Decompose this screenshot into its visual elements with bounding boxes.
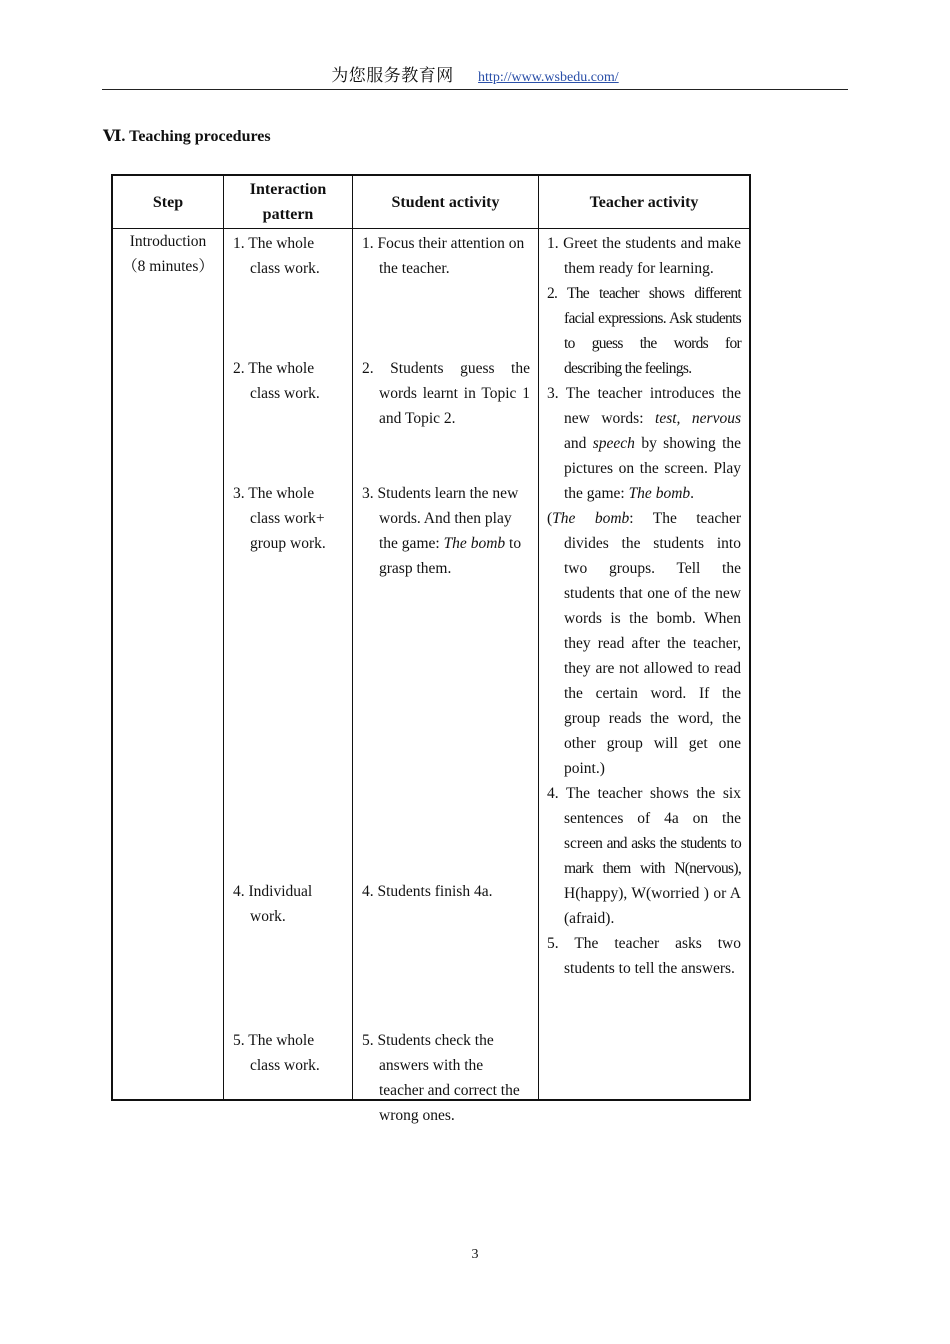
table-row <box>112 229 750 1101</box>
teacher-item: 1. Greet the students and make them ready for learning. 2. The teacher shows different facial expressions. Ask students to guess the words for describing the feelings. 3. The teacher introduces the new words: test, nervous and speech by showing the pictures on the screen. Play the game: The bomb. (The bomb: The teacher divides the students into two groups. Tell the students that one of the new words is the bomb. When they read after the teacher, they are not allowed to read the certain word. If the group reads the word, the other group will get one point.) 4. The teacher shows the six sentences of 4a on the screen and asks the students to mark them with N(nervous), H(happy), W(worried ) or A (afraid). 5. The teacher asks two students to tell the answers. <box>547 235 742 977</box>
site-name: 为您服务教育网 <box>331 66 454 86</box>
table-header-row <box>112 175 750 229</box>
page-number: 3 <box>471 1247 479 1262</box>
interaction-pattern-cell <box>224 229 353 1101</box>
student-item: 1. Focus their attention on the teacher. <box>362 235 525 277</box>
interaction-item: 1. The whole class work. <box>233 235 320 277</box>
teacher-activity-cell <box>539 229 751 1101</box>
site-url-link[interactable]: http://www.wsbedu.com/ <box>478 70 619 85</box>
game-name: The bomb <box>443 535 506 552</box>
student-item: 5. Students check the answers with the teacher and correct the wrong ones. <box>362 1032 520 1124</box>
step-cell <box>112 229 224 1101</box>
interaction-item: 5. The whole class work. <box>233 1032 320 1074</box>
student-item: 2. Students guess the words learnt in Topic 1 and Topic 2. <box>362 360 530 427</box>
header-step: Step <box>112 175 224 229</box>
student-activity-cell <box>353 229 539 1124</box>
interaction-item: 2. The whole class work. <box>233 360 320 402</box>
page-header <box>102 64 848 90</box>
interaction-item: 3. The whole class work+ group work. <box>233 485 326 552</box>
header-interaction-pattern: Interaction pattern <box>224 175 353 229</box>
teaching-procedures-table <box>111 174 751 1124</box>
header-teacher-activity: Teacher activity <box>539 175 751 229</box>
section-title: Ⅵ. Teaching procedures <box>103 128 271 145</box>
step-duration: （8 minutes） <box>122 258 214 275</box>
header-student-activity: Student activity <box>353 175 539 229</box>
step-name: Introduction <box>129 233 207 250</box>
interaction-item: 4. Individual work. <box>233 883 313 925</box>
student-item: 3. Students learn the new words. And then play the game: The bomb to grasp them. <box>362 485 522 577</box>
student-item: 4. Students finish 4a. <box>362 883 493 900</box>
